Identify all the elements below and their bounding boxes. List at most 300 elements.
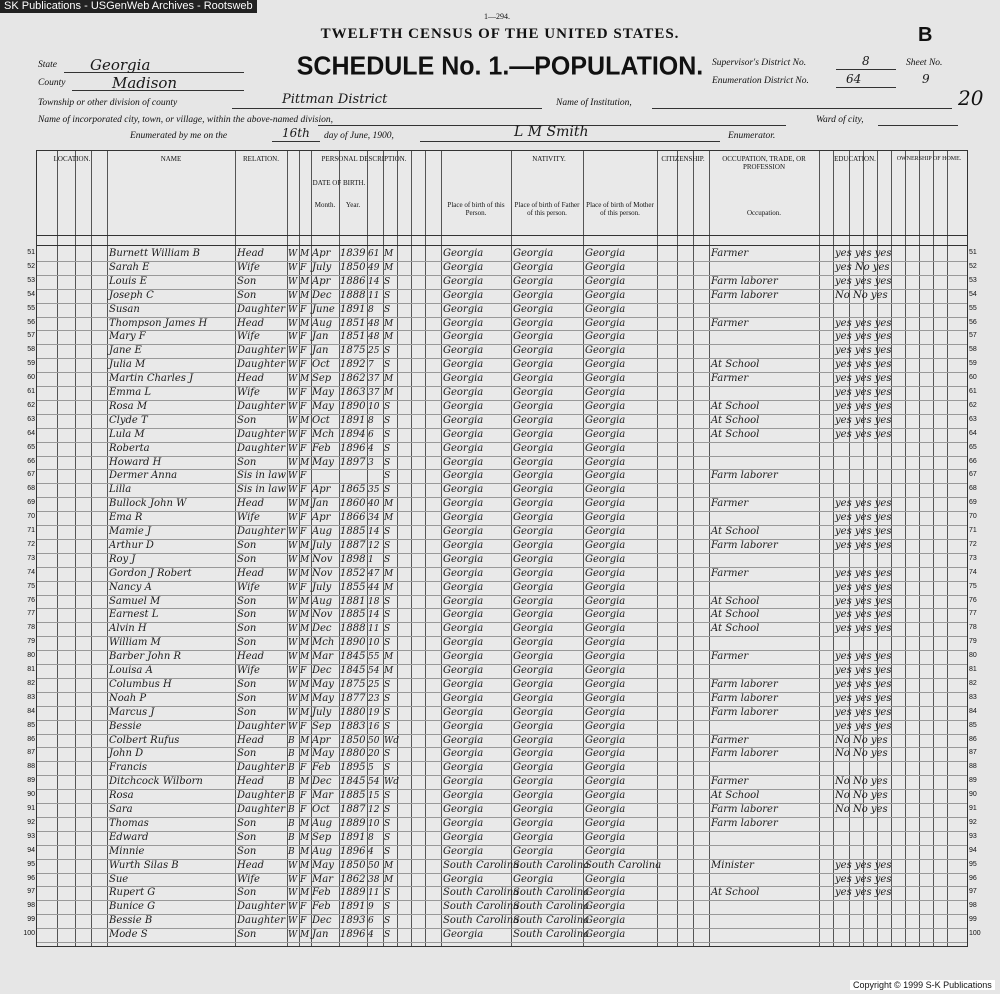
cell-age: 23 (368, 693, 380, 704)
cell-c: W (288, 290, 298, 301)
cell-yr: 1845 (340, 651, 366, 663)
cell-mo: Sep (312, 720, 332, 732)
cell-rel: Head (237, 373, 265, 385)
cell-mo: Jan (312, 929, 329, 941)
cell-f: Georgia (513, 706, 554, 718)
population-table (23, 150, 981, 947)
cell-yr: 1875 (340, 678, 366, 690)
cell-ed: yes yes yes (835, 623, 892, 635)
cell-m: S (384, 554, 391, 565)
cell-occ: At School (711, 359, 760, 371)
cell-yr: 1887 (340, 539, 366, 551)
cell-m: M (384, 499, 394, 510)
row-number: 51 (27, 249, 35, 256)
cell-p: Georgia (443, 873, 484, 885)
cell-rel: Son (237, 289, 257, 301)
cell-mth: Georgia (585, 776, 626, 788)
cell-c: W (288, 888, 298, 899)
row-number: 55 (27, 304, 35, 312)
cell-f: Georgia (513, 734, 554, 746)
cell-yr: 1893 (340, 915, 366, 927)
cell-p: Georgia (443, 275, 484, 287)
cell-age: 12 (368, 540, 380, 551)
cell-occ: At School (711, 623, 760, 635)
cell-age: 44 (368, 582, 380, 593)
table-row (27, 664, 977, 678)
cell-mo: July (312, 706, 332, 718)
cell-mth: Georgia (585, 498, 626, 510)
cell-rel: Son (237, 275, 257, 287)
county-label: County (38, 78, 66, 88)
cell-mo: Nov (312, 609, 333, 621)
cell-name: Bessie B (109, 915, 153, 927)
cell-age: 55 (368, 652, 380, 663)
date-of-birth-header: DATE OF BIRTH. (312, 179, 366, 187)
cell-mth: Georgia (585, 595, 626, 607)
row-number: 54 (27, 290, 35, 298)
cell-p: Georgia (443, 762, 484, 774)
table-row (27, 720, 977, 734)
cell-m: S (384, 902, 391, 913)
cell-c: W (288, 388, 298, 398)
cell-rel: Son (237, 887, 257, 899)
cell-c: W (288, 471, 298, 482)
cell-s: M (300, 415, 310, 426)
cell-rel: Son (237, 692, 257, 704)
cell-yr: 1891 (340, 831, 366, 843)
cell-c: W (288, 596, 298, 607)
cell-name: Roberta (109, 442, 150, 454)
row-number: 65 (27, 443, 35, 451)
cell-age: 14 (368, 276, 380, 287)
cell-c: W (288, 930, 298, 941)
cell-rel: Daughter (237, 804, 285, 815)
cell-s: F (300, 916, 307, 927)
cell-yr: 1891 (340, 303, 366, 315)
supervisor-label: Supervisor's District No. (712, 58, 807, 68)
cell-age: 54 (368, 666, 380, 676)
cell-f: Georgia (513, 609, 554, 621)
cell-f: Georgia (513, 303, 554, 315)
cell-ed: yes yes yes (835, 512, 892, 524)
cell-occ: At School (711, 887, 760, 899)
cell-name: Nancy A (109, 581, 152, 593)
cell-ed: No No yes (835, 748, 888, 760)
sheet-letter: B (918, 24, 933, 46)
table-row (27, 303, 977, 317)
cell-p: Georgia (443, 817, 484, 829)
cell-p: Georgia (443, 442, 484, 454)
cell-mo: May (312, 456, 334, 468)
row-number: 87 (27, 749, 35, 757)
cell-mo: Apr (312, 484, 331, 496)
cell-mo: Aug (312, 817, 333, 829)
table-row (27, 428, 977, 442)
row-number: 56 (27, 318, 35, 326)
cell-c: W (288, 610, 298, 621)
cell-occ: At School (711, 609, 760, 621)
table-row (27, 706, 977, 720)
row-number-right: 51 (969, 249, 977, 256)
table-row (27, 803, 977, 817)
table-row (27, 914, 977, 928)
table-row (27, 525, 977, 539)
row-number: 68 (27, 485, 35, 493)
cell-age: 50 (368, 735, 380, 746)
cell-mth: Georgia (585, 831, 626, 843)
cell-occ: Farm laborer (711, 706, 778, 718)
cell-f: Georgia (513, 359, 554, 371)
row-number: 91 (27, 805, 35, 812)
cell-p: Georgia (443, 651, 484, 663)
cell-f: Georgia (513, 470, 554, 482)
cell-m: S (384, 818, 391, 829)
row-number: 79 (27, 638, 35, 646)
cell-name: Wurth Silas B (109, 859, 179, 871)
cell-ed: yes yes yes (835, 873, 892, 885)
cell-p: Georgia (443, 553, 484, 565)
cell-rel: Head (237, 317, 265, 329)
cell-c: W (288, 554, 298, 565)
cell-s: M (300, 638, 310, 649)
cell-f: Georgia (513, 595, 554, 607)
cell-ed: yes No yes (835, 261, 890, 273)
row-number: 90 (27, 791, 35, 799)
cell-s: M (300, 888, 310, 899)
table-row (27, 817, 977, 831)
cell-c: W (288, 568, 298, 579)
cell-mth: Georgia (585, 887, 626, 899)
cell-occ: Farmer (711, 248, 749, 259)
cell-mo: Oct (312, 414, 330, 426)
cell-c: W (288, 318, 298, 329)
cell-p: Georgia (443, 428, 484, 440)
cell-yr: 1881 (340, 595, 366, 607)
cell-rel: Head (237, 776, 265, 788)
cell-c: W (288, 513, 298, 524)
row-number: 61 (27, 388, 35, 395)
row-number-right: 56 (969, 318, 977, 326)
cell-c: W (288, 499, 298, 510)
cell-p: Georgia (443, 637, 484, 649)
cell-c: B (288, 735, 295, 746)
cell-yr: 1866 (340, 512, 366, 524)
cell-occ: Minister (711, 859, 754, 871)
row-number: 69 (27, 499, 35, 507)
cell-ed: yes yes yes (835, 651, 892, 663)
cell-m: S (384, 443, 391, 454)
cell-age: 37 (368, 374, 380, 385)
row-number-right: 91 (969, 805, 977, 812)
cell-c: B (288, 832, 295, 843)
row-number: 96 (27, 874, 35, 882)
cell-m: S (384, 304, 391, 315)
cell-age: 12 (368, 805, 380, 815)
cell-c: W (288, 916, 298, 927)
cell-occ: Farm laborer (711, 817, 778, 829)
cell-age: 18 (368, 596, 380, 607)
row-number: 62 (27, 401, 35, 409)
cell-mo: Sep (312, 373, 332, 385)
cell-name: Clyde T (109, 414, 148, 426)
cell-p: Georgia (443, 345, 484, 357)
cell-rel: Daughter (237, 526, 285, 537)
cell-f: Georgia (513, 651, 554, 663)
row-number-right: 95 (969, 860, 977, 868)
cell-f: Georgia (513, 512, 554, 524)
cell-mo: Mch (312, 428, 335, 440)
cell-age: 15 (368, 791, 380, 802)
cell-p: Georgia (443, 498, 484, 510)
cell-mth: South Carolina (585, 859, 662, 871)
cell-ed: No No yes (835, 289, 888, 301)
cell-c: W (288, 527, 298, 537)
enumerator-label: Enumerator. (728, 131, 776, 141)
cell-p: Georgia (443, 692, 484, 704)
township-label: Township or other division of county (38, 98, 178, 108)
page-number: 20 (958, 86, 984, 110)
table-row (27, 275, 977, 289)
cell-mth: Georgia (585, 692, 626, 704)
cell-s: F (300, 513, 307, 524)
row-number-right: 97 (969, 888, 977, 896)
cell-ed: yes yes yes (835, 428, 892, 440)
cell-rel: Sis in law (237, 484, 286, 496)
cell-ed: yes yes yes (835, 539, 892, 551)
cell-m: S (384, 749, 391, 760)
cell-f: Georgia (513, 317, 554, 329)
cell-p: Georgia (443, 470, 484, 482)
row-number: 76 (27, 596, 35, 604)
table-row (27, 775, 977, 789)
cell-rel: Son (237, 706, 257, 718)
cell-rel: Daughter (237, 359, 285, 371)
cell-occ: Farm laborer (711, 470, 778, 482)
row-number: 81 (27, 666, 35, 673)
cell-mo: Nov (312, 553, 333, 565)
cell-m: M (384, 513, 394, 524)
cell-mth: Georgia (585, 665, 626, 676)
cell-s: M (300, 693, 310, 704)
table-row (27, 595, 977, 609)
cell-s: F (300, 874, 307, 885)
cell-c: W (288, 262, 298, 273)
cell-mth: Georgia (585, 456, 626, 468)
cell-mth: Georgia (585, 275, 626, 287)
row-number-right: 72 (969, 540, 977, 548)
row-number: 75 (27, 582, 35, 590)
cell-name: Bunice G (109, 901, 156, 913)
cell-yr: 1877 (340, 692, 366, 704)
cell-name: Thompson James H (109, 317, 208, 329)
cell-age: 34 (368, 513, 380, 524)
cell-p: Georgia (443, 289, 484, 301)
cell-rel: Son (237, 845, 257, 857)
cell-age: 9 (368, 902, 374, 913)
enumerated-label: Enumerated by me on the (130, 131, 228, 141)
cell-f: South Carolina (513, 929, 590, 941)
cell-rel: Wife (237, 261, 260, 273)
day-of-label: day of June, 1900, (324, 131, 394, 141)
cell-rel: Daughter (237, 790, 285, 802)
cell-rel: Son (237, 817, 257, 829)
table-row (27, 539, 977, 553)
cell-mo: Mar (312, 651, 333, 663)
cell-yr: 1885 (340, 526, 366, 537)
cell-rel: Daughter (237, 720, 285, 732)
cell-p: Georgia (443, 595, 484, 607)
cell-age: 10 (368, 401, 380, 412)
birth-father-header: Place of birth of Father of this person. (514, 201, 580, 217)
cell-age: 61 (368, 249, 380, 259)
cell-c: W (288, 582, 298, 593)
cell-yr: 1889 (340, 817, 366, 829)
cell-mth: Georgia (585, 400, 626, 412)
table-row (27, 289, 977, 303)
cell-p: Georgia (443, 831, 484, 843)
table-row (27, 511, 977, 525)
ward-label: Ward of city, (816, 115, 864, 125)
cell-age: 11 (368, 290, 380, 301)
table-row (27, 400, 977, 414)
cell-mo: Apr (312, 734, 331, 746)
cell-mo: July (312, 261, 332, 273)
cell-name: Lilla (109, 484, 132, 496)
cell-occ: Farm laborer (711, 275, 778, 287)
cell-p: Georgia (443, 609, 484, 621)
cell-age: 14 (368, 610, 380, 621)
cell-ed: yes yes yes (835, 720, 892, 732)
row-number-right: 88 (969, 763, 977, 771)
cell-ed: yes yes yes (835, 317, 892, 329)
cell-ed: yes yes yes (835, 414, 892, 426)
cell-f: Georgia (513, 790, 554, 802)
row-number-right: 87 (969, 749, 977, 757)
cell-f: Georgia (513, 345, 554, 357)
cell-yr: 1880 (340, 706, 366, 718)
cell-rel: Son (237, 595, 257, 607)
cell-s: M (300, 707, 310, 718)
table-row (27, 483, 977, 497)
cell-p: Georgia (443, 567, 484, 579)
cell-f: Georgia (513, 637, 554, 649)
cell-name: Roy J (109, 553, 136, 565)
cell-yr: 1894 (340, 428, 366, 440)
cell-p: Georgia (443, 373, 484, 385)
row-number-right: 53 (969, 276, 977, 284)
cell-name: Sue (109, 873, 129, 885)
cell-yr: 1850 (340, 734, 366, 746)
cell-s: F (300, 429, 307, 440)
cell-mo: Apr (312, 512, 331, 524)
table-row (27, 886, 977, 900)
cell-f: Georgia (513, 331, 554, 343)
cell-f: Georgia (513, 539, 554, 551)
cell-ed: yes yes yes (835, 275, 892, 287)
cell-s: M (300, 930, 310, 941)
cell-mth: Georgia (585, 526, 626, 537)
cell-s: F (300, 721, 307, 732)
cell-s: F (300, 527, 307, 537)
cell-mo: Feb (312, 442, 331, 454)
cell-mth: Georgia (585, 345, 626, 357)
cell-s: M (300, 818, 310, 829)
table-row (27, 386, 977, 400)
cell-mth: Georgia (585, 651, 626, 663)
cell-f: South Carolina (513, 859, 590, 871)
row-number-right: 96 (969, 874, 977, 882)
cell-s: M (300, 860, 310, 871)
cell-age: 47 (368, 568, 380, 579)
cell-occ: Farm laborer (711, 748, 778, 760)
cell-rel: Head (237, 567, 265, 579)
cell-mo: July (312, 539, 332, 551)
row-number-right: 99 (969, 916, 977, 924)
cell-m: S (384, 610, 391, 621)
cell-p: Georgia (443, 359, 484, 371)
cell-f: Georgia (513, 442, 554, 454)
cell-m: M (384, 332, 394, 343)
table-row (27, 692, 977, 706)
cell-p: South Carolina (443, 915, 520, 927)
row-number-right: 83 (969, 693, 977, 701)
cell-ed: yes yes yes (835, 595, 892, 607)
table-row (27, 636, 977, 650)
cell-age: 6 (368, 916, 374, 927)
cell-m: S (384, 290, 391, 301)
cell-yr: 1898 (340, 553, 366, 565)
cell-yr: 1897 (340, 456, 366, 468)
cell-mo: May (312, 400, 334, 412)
row-number: 78 (27, 624, 35, 632)
cell-mth: Georgia (585, 929, 626, 941)
cell-mo: Aug (312, 595, 333, 607)
cell-rel: Son (237, 637, 257, 649)
cell-f: Georgia (513, 845, 554, 857)
cell-f: Georgia (513, 665, 554, 676)
cell-mo: May (312, 387, 334, 398)
row-number: 98 (27, 902, 35, 910)
cell-age: 4 (368, 930, 374, 941)
cell-age: 8 (368, 415, 374, 426)
cell-s: F (300, 763, 307, 774)
cell-m: S (384, 401, 391, 412)
cell-name: Arthur D (109, 539, 154, 551)
cell-name: Gordon J Robert (109, 567, 192, 579)
cell-p: Georgia (443, 484, 484, 496)
cell-m: S (384, 707, 391, 718)
cell-name: Barber John R (109, 651, 181, 663)
cell-m: S (384, 540, 391, 551)
table-row (27, 497, 977, 511)
cell-c: B (288, 763, 295, 774)
cell-p: Georgia (443, 678, 484, 690)
cell-age: 1 (368, 554, 374, 565)
row-number-right: 73 (969, 554, 977, 562)
table-row (27, 747, 977, 761)
row-number: 99 (27, 916, 35, 924)
cell-m: S (384, 346, 391, 357)
cell-s: M (300, 457, 310, 468)
row-number-right: 55 (969, 304, 977, 312)
cell-yr: 1875 (340, 345, 366, 357)
cell-c: W (288, 860, 298, 871)
cell-mth: Georgia (585, 609, 626, 621)
cell-age: 25 (368, 679, 380, 690)
cell-name: Bessie (109, 720, 142, 732)
cell-s: F (300, 485, 307, 496)
cell-rel: Son (237, 678, 257, 690)
